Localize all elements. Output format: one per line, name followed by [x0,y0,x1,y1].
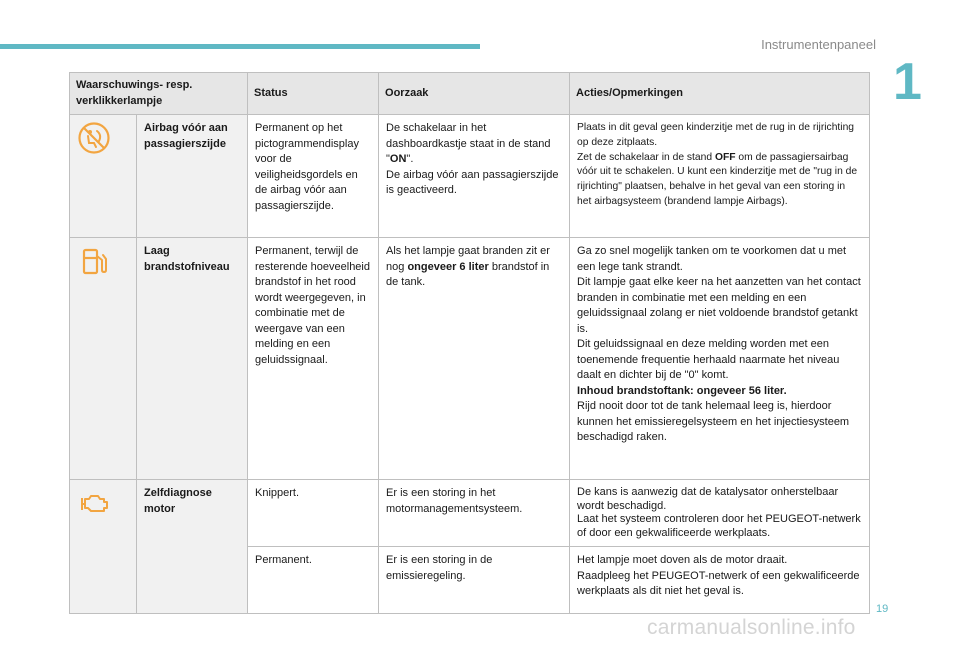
action-bold-text: Inhoud brandstoftank: ongeveer 56 liter. [577,384,787,397]
cause-text: De schakelaar in het dashboardkastje staat in de stand " [386,122,551,165]
cause-text: ". [406,153,414,165]
status-cell: Permanent. [248,547,379,614]
cause-text: De airbag vóór aan passagierszijde is geactiveerd. [386,168,559,196]
table-row [70,480,870,547]
page-number: 19 [876,603,889,615]
column-header-actions: Acties/Opmerkingen [570,73,870,115]
actions-cell [570,547,870,614]
action-text: Het lampje moet doven als de motor draait. [577,554,788,566]
cause-bold-text: ongeveer 6 liter [407,260,489,273]
warning-lamps-table [69,72,870,614]
icon-cell [70,238,137,480]
cause-text: brandstof in de tank. [386,260,550,288]
action-text: Raadpleeg het PEUGEOT-netwerk of een gekwalificeerde werkplaats als dit niet het geval is. [577,569,860,597]
engine-check-icon [77,486,111,520]
cause-bold-text: ON [389,153,407,165]
section-title: Instrumentenpaneel [761,37,876,52]
action-text: De kans is aanwezig dat de katalysator onherstelbaar wordt beschadigd. [577,486,839,512]
table-header-row [70,73,870,115]
action-text: Dit lampje gaat elke keer na het aanzetten van het contact branden in combinatie met een melding en een geluidssignaal zolang er niet voldoende brandstof getankt is. [577,276,861,335]
status-cell: Knippert. [248,480,379,547]
watermark: carmanualsonline.info [647,616,856,639]
fuel-pump-icon [77,244,111,278]
action-bold-text: OFF [714,151,736,163]
lamp-name: Zelfdiagnose motor [137,480,248,614]
action-text: om de passagiersairbag vóór uit te schakelen. U kunt een kinderzitje met de "rug in de rijrichting" plaatsen, behalve in het geval van een storing in het airbagsysteem (brandend lampje Airbags). [577,151,858,207]
table-row [70,115,870,238]
action-text: Ga zo snel mogelijk tanken om te voorkomen dat u met een lege tank strandt. [577,245,847,273]
actions-cell [570,115,870,238]
action-text: Zet de schakelaar in de stand [577,151,715,163]
lamp-name: Airbag vóór aan passagierszijde [137,115,248,238]
action-text: Laat het systeem controleren door het PEUGEOT-netwerk of door een gekwalificeerde werkplaats. [577,513,861,539]
actions-cell [570,480,870,547]
cause-text: Als het lampje gaat branden zit er nog [386,245,550,273]
cause-cell: Er is een storing in de emissieregeling. [379,547,570,614]
cause-cell [379,115,570,238]
column-header-status: Status [248,73,379,115]
icon-cell [70,480,137,614]
cause-cell [379,238,570,480]
action-text: Plaats in dit geval geen kinderzitje met de rug in de rijrichting op deze zitplaats. [577,122,855,148]
status-cell: Permanent op het pictogrammendisplay voor de veiligheidsgordels en de airbag vóór aan passagierszijde. [248,115,379,238]
action-text: Rijd nooit door tot de tank helemaal leeg is, hierdoor kunnen het emissieregelsysteem en het injectiesysteem beschadigd raken. [577,400,850,443]
action-text: Dit geluidssignaal en deze melding worden met een toenemende frequentie herhaald naarmate het niveau daalt en dichter bij de "0" komt. [577,338,840,381]
status-cell: Permanent, terwijl de resterende hoeveelheid brandstof in het rood wordt weergegeven, in combinatie met de weergave van een melding en een geluidssignaal. [248,238,379,480]
cause-cell: Er is een storing in het motormanagementsysteem. [379,480,570,547]
actions-cell [570,238,870,480]
lamp-name: Laag brandstofniveau [137,238,248,480]
column-header-cause: Oorzaak [379,73,570,115]
icon-cell [70,115,137,238]
column-header-lamp: Waarschuwings- resp. verklikkerlampje [70,73,248,115]
airbag-off-icon [77,121,111,155]
table-row [70,238,870,480]
chapter-number: 1 [893,53,922,111]
header-accent-bar [0,44,480,49]
